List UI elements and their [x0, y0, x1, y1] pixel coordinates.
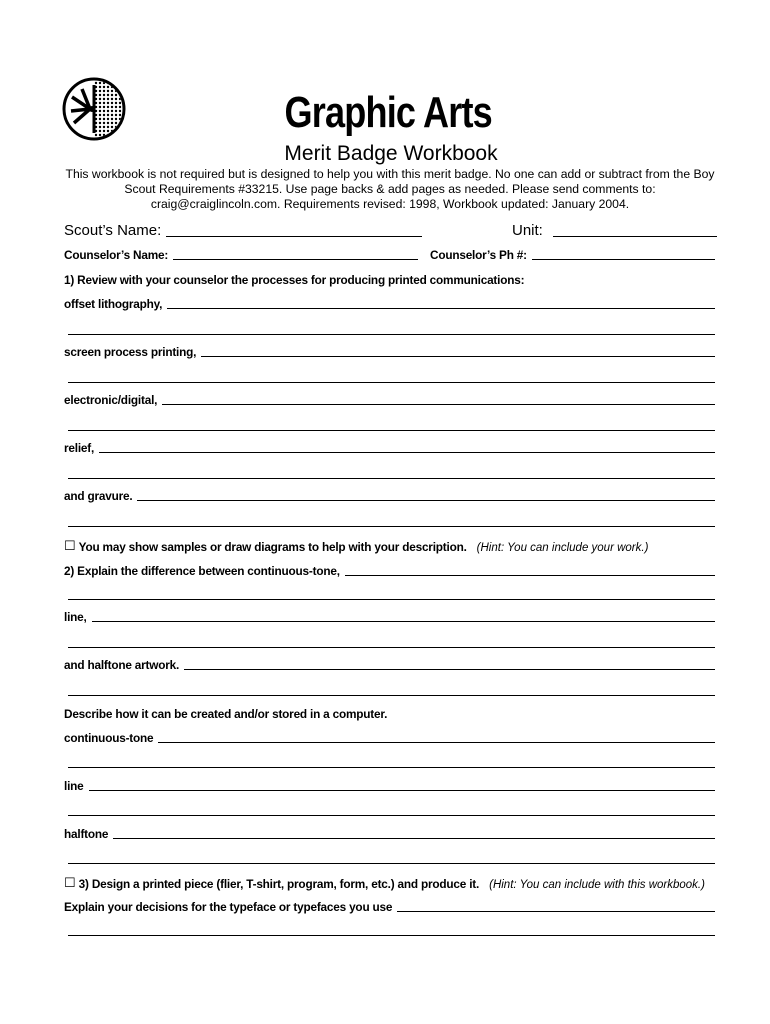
req3-hint: (Hint: You can include with this workbook.): [489, 879, 705, 891]
answer-line[interactable]: [162, 404, 715, 405]
answer-line[interactable]: [184, 669, 715, 670]
req1-item-row: [64, 297, 715, 311]
req2-computer-row: [64, 827, 715, 841]
answer-line[interactable]: [345, 575, 715, 576]
answer-line[interactable]: [68, 478, 715, 479]
req3-heading: 3) Design a printed piece (flier, T-shirt, program, form, etc.) and produce it.: [78, 877, 480, 891]
scout-name-label: Scout’s Name:: [64, 222, 162, 239]
req2-describe: Describe how it can be created and/or stored in a computer.: [64, 707, 388, 721]
answer-line[interactable]: [68, 815, 715, 816]
req2-computer-label: line: [64, 779, 84, 793]
req2-computer-label: halftone: [64, 827, 109, 841]
answer-line[interactable]: [68, 935, 715, 936]
req2-item-row: [64, 658, 715, 672]
answer-line[interactable]: [201, 356, 715, 357]
req3-heading-row: [64, 875, 705, 891]
req1-heading-row: [64, 273, 524, 287]
answer-line[interactable]: [137, 500, 715, 501]
answer-line[interactable]: [99, 452, 715, 453]
unit-label: Unit:: [512, 222, 543, 239]
req1-item-row: [64, 345, 715, 359]
req1-checkbox-text: You may show samples or draw diagrams to help with your description.: [78, 540, 467, 554]
req1-item-row: [64, 441, 715, 455]
req2-item-label: line,: [64, 610, 87, 624]
req2-item-label: and halftone artwork.: [64, 658, 180, 672]
req1-hint: (Hint: You can include your work.): [476, 542, 649, 554]
req3-explain-row: [64, 900, 715, 914]
req2-computer-row: [64, 731, 715, 745]
req1-checkbox-row: [64, 538, 648, 554]
answer-line[interactable]: [68, 863, 715, 864]
answer-line[interactable]: [68, 382, 715, 383]
req1-item-label: electronic/digital,: [64, 393, 158, 407]
answer-line[interactable]: [68, 647, 715, 648]
checkbox[interactable]: ☐: [64, 875, 76, 890]
page-title: Graphic Arts: [284, 88, 492, 137]
req2-computer-label: continuous-tone: [64, 731, 154, 745]
req1-item-label: offset lithography,: [64, 297, 163, 311]
req2-item-label: 2) Explain the difference between continuous-tone,: [64, 564, 340, 578]
answer-line[interactable]: [68, 767, 715, 768]
counselor-phone-row: [430, 248, 715, 262]
req1-item-label: relief,: [64, 441, 95, 455]
answer-line[interactable]: [158, 742, 715, 743]
req1-item-row: [64, 393, 715, 407]
req1-heading: 1) Review with your counselor the processes for producing printed communications:: [64, 273, 525, 287]
scout-name-field[interactable]: [166, 236, 422, 237]
req2-describe-row: [64, 707, 387, 721]
scout-name-row: [64, 222, 422, 239]
answer-line[interactable]: [89, 790, 715, 791]
req3-explain: Explain your decisions for the typeface or typefaces you use: [64, 900, 393, 914]
answer-line[interactable]: [397, 911, 715, 912]
answer-line[interactable]: [92, 621, 715, 622]
req2-computer-row: [64, 779, 715, 793]
answer-line[interactable]: [68, 599, 715, 600]
counselor-name-label: Counselor’s Name:: [64, 248, 169, 262]
unit-field[interactable]: [553, 236, 717, 237]
checkbox[interactable]: ☐: [64, 538, 76, 553]
counselor-phone-label: Counselor’s Ph #:: [430, 248, 527, 262]
req1-item-label: and gravure.: [64, 489, 133, 503]
intro-text: This workbook is not required but is designed to help you with this merit badge. No one can add or subtract from the Boy Scout Requirements #33215. Use page backs & add pages as needed. Please send comments to: craig@craiglincoln.com. Requirements revised: 1998, Workbook updated: January 2004.: [65, 167, 715, 211]
unit-row: [512, 222, 717, 239]
req1-item-row: [64, 489, 715, 503]
page-subtitle: Merit Badge Workbook: [284, 142, 498, 165]
req1-item-label: screen process printing,: [64, 345, 197, 359]
answer-line[interactable]: [113, 838, 715, 839]
answer-line[interactable]: [68, 526, 715, 527]
answer-line[interactable]: [167, 308, 715, 309]
req2-item-row: [64, 610, 715, 624]
counselor-name-field[interactable]: [173, 259, 418, 260]
answer-line[interactable]: [68, 334, 715, 335]
counselor-phone-field[interactable]: [532, 259, 715, 260]
answer-line[interactable]: [68, 430, 715, 431]
counselor-name-row: [64, 248, 418, 262]
answer-line[interactable]: [68, 695, 715, 696]
req2-item-row: [64, 564, 715, 578]
